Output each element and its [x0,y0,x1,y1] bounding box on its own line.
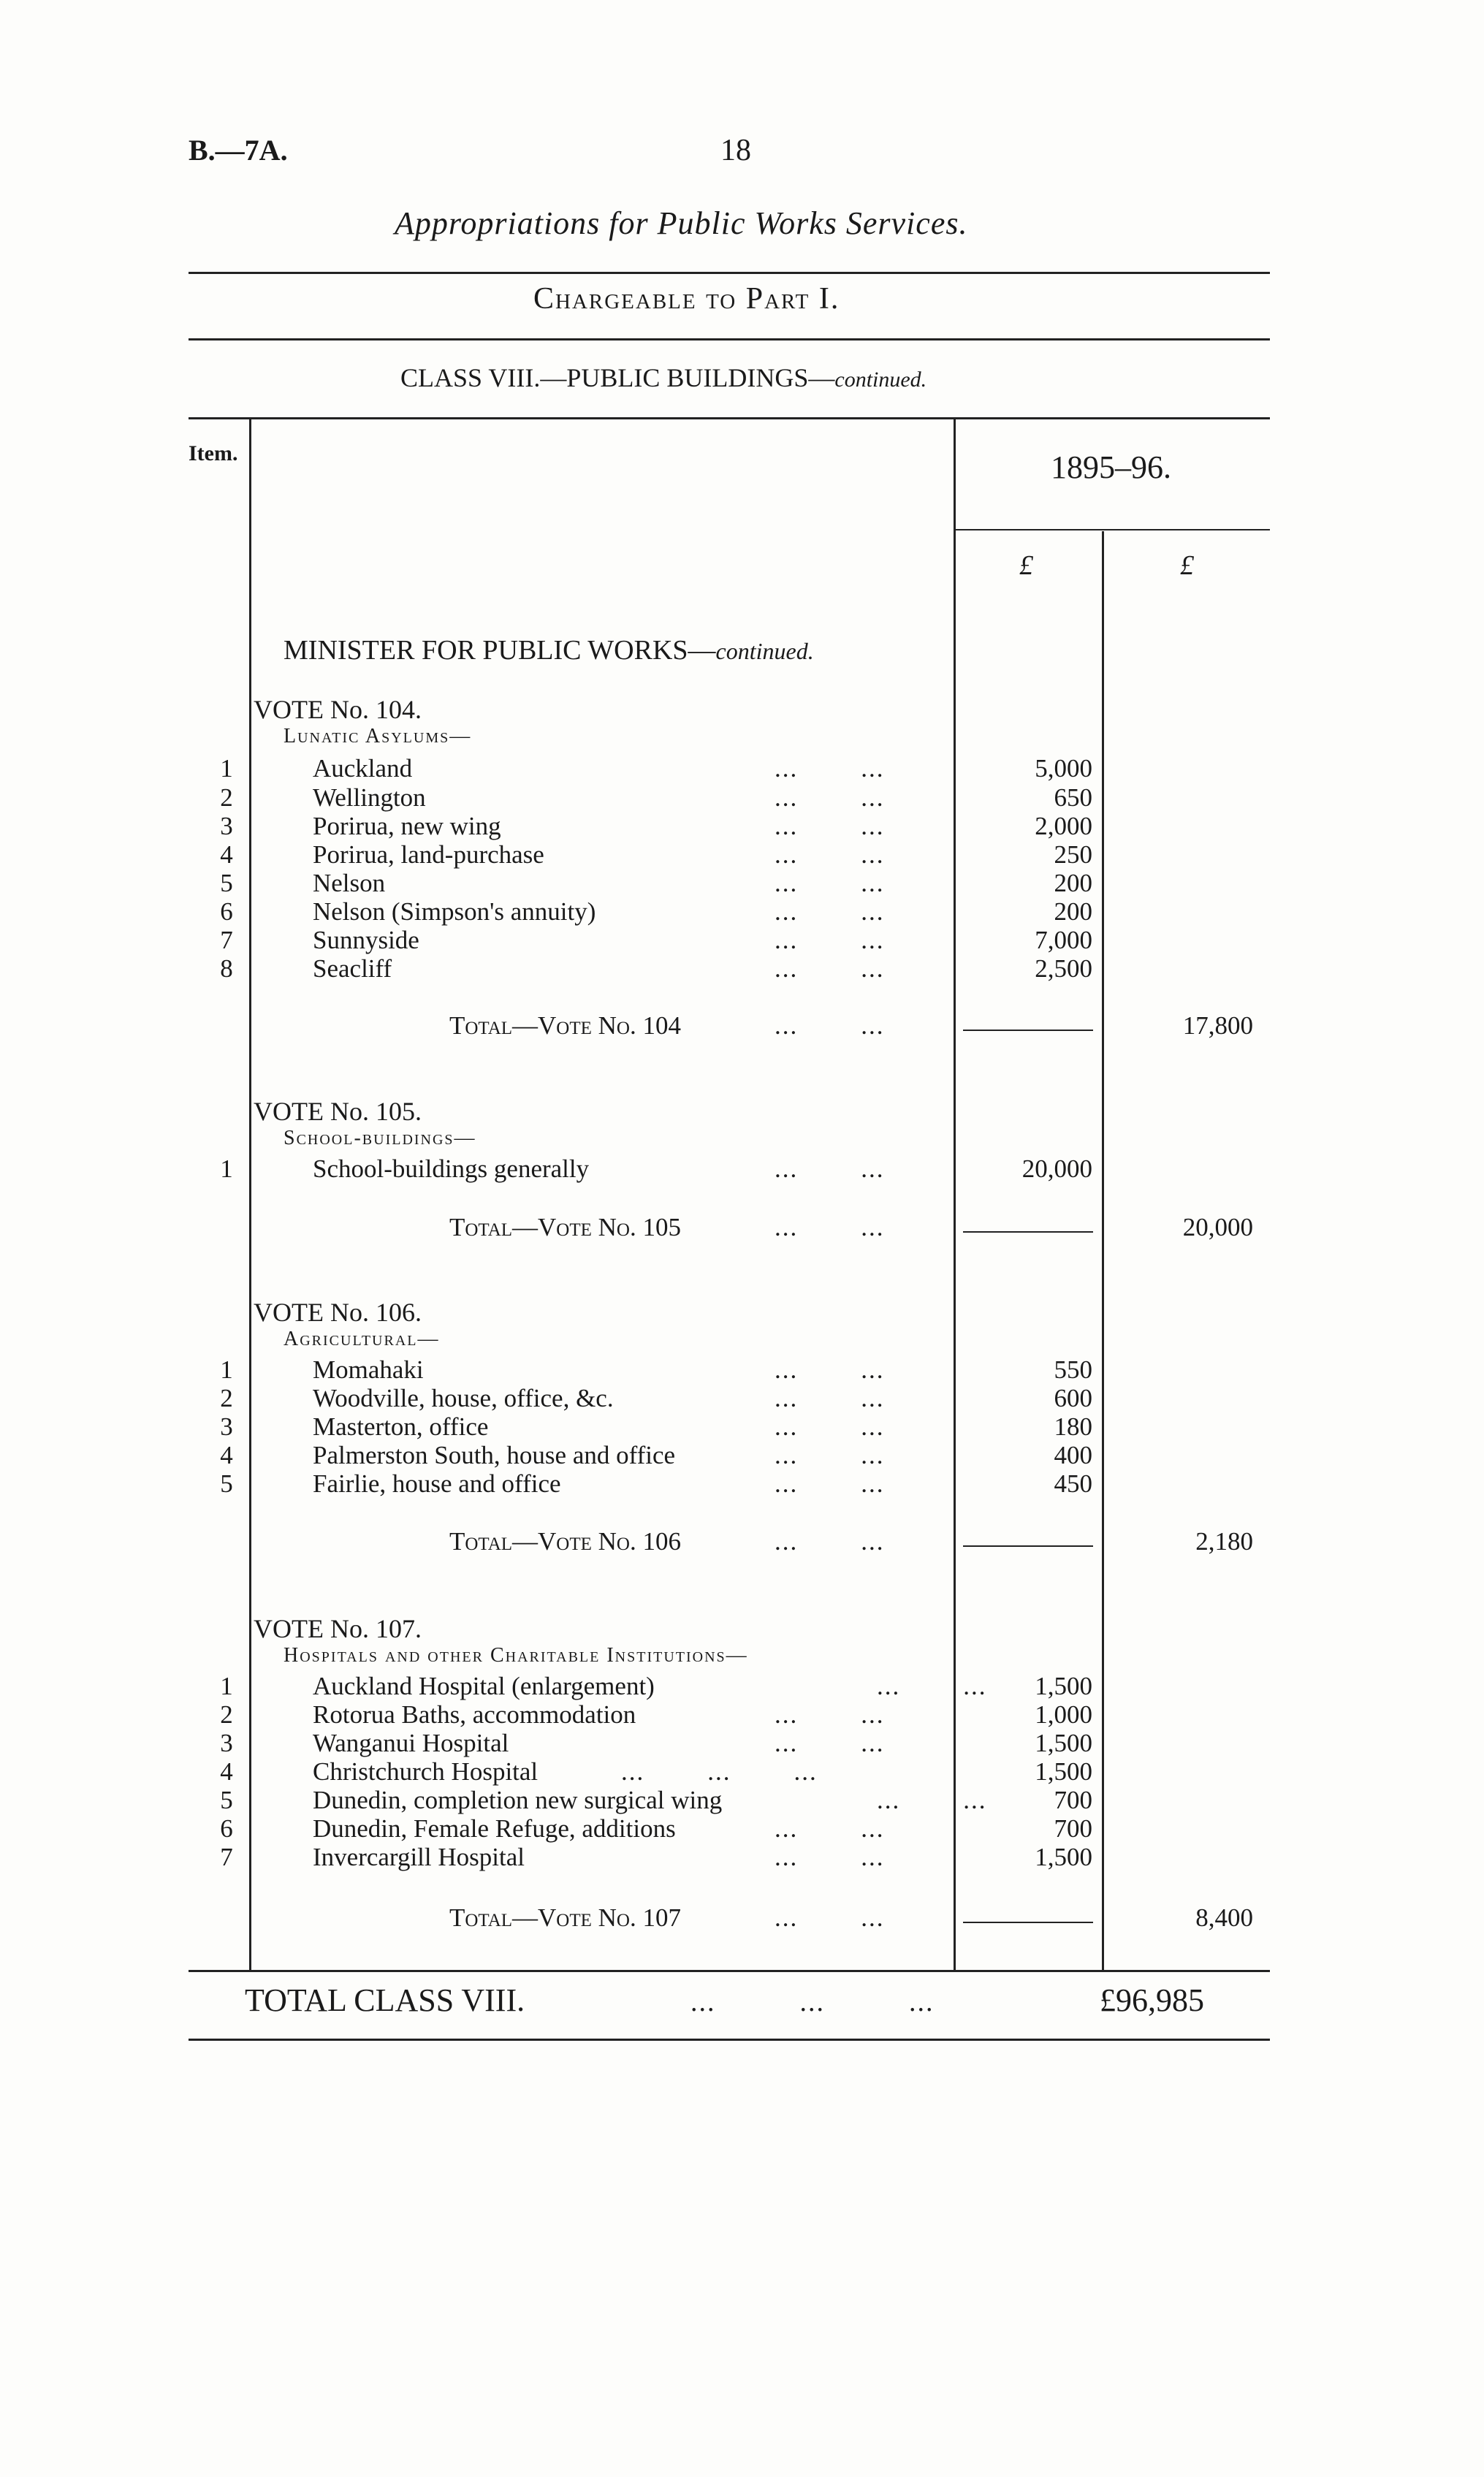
item-amount: 650 [1054,783,1092,812]
item-label: Christchurch Hospital [313,1757,539,1786]
item-number: 3 [220,1729,233,1757]
leader-dots: ... ... [775,897,885,926]
leader-dots: ... ... [775,1729,885,1757]
item-number: 2 [220,1700,233,1729]
item-column-header: Item. [189,441,238,465]
item-amount: 400 [1054,1441,1092,1469]
leader-dots: ... ... [775,754,885,783]
item-label: Wellington [313,783,426,812]
item-number: 3 [220,812,233,840]
vote-heading: VOTE No. 105. [254,1097,422,1126]
page-title: Appropriations for Public Works Services. [395,205,968,241]
leader-dots: ... ... [775,1384,885,1412]
item-number: 4 [220,1441,233,1469]
item-amount: 1,500 [1035,1757,1092,1786]
rule-chargeable [189,338,1270,340]
item-number: 7 [220,1843,233,1871]
rule-amount-column [954,419,956,1970]
item-label: Wanganui Hospital [313,1729,509,1757]
item-number: 5 [220,1469,233,1498]
item-number: 3 [220,1412,233,1441]
leader-dots: ... ... [775,840,885,869]
leader-dots: ... ... [775,1700,885,1729]
grand-total-label: TOTAL CLASS VIII. [245,1982,525,2018]
item-label: Sunnyside [313,926,419,954]
item-amount: 7,000 [1035,926,1092,954]
item-amount: 5,000 [1035,754,1092,783]
item-number: 1 [220,1154,233,1183]
leader-dots: ... ... [775,926,885,954]
vote-total-amount: 2,180 [1195,1527,1253,1556]
leader-dots: ... ... [775,1903,885,1932]
class-heading [400,362,926,393]
leader-dots: ... ... [775,1843,885,1871]
minister-continued: continued. [715,638,814,664]
vote-total-label: Total—Vote No. 106 [449,1527,681,1556]
item-amount: 700 [1054,1814,1092,1843]
leader-dots: ... ... ... [621,1757,818,1786]
rule-top [189,272,1270,274]
subtotal-rule [963,1922,1093,1923]
grand-total-dots: ... ... ... [690,1987,935,2017]
rule-grand-total-bottom [189,2039,1270,2041]
leader-dots: ... ... [775,1441,885,1469]
item-number: 7 [220,926,233,954]
leader-dots: ... ... [775,1355,885,1384]
vote-subheading: Lunatic Asylums— [284,725,472,747]
item-label: Woodville, house, office, &c. [313,1384,614,1412]
item-number: 1 [220,1672,233,1700]
item-number: 1 [220,1355,233,1384]
leader-dots: ... ... [775,1527,885,1556]
item-amount: 200 [1054,897,1092,926]
item-number: 4 [220,840,233,869]
vote-heading: VOTE No. 106. [254,1298,422,1327]
leader-dots: ... ... [877,1786,987,1814]
vote-subheading: Hospitals and other Charitable Institutions— [284,1644,748,1667]
item-label: School-buildings generally [313,1154,590,1183]
item-number: 6 [220,1814,233,1843]
page-number: 18 [720,134,751,167]
item-amount: 2,000 [1035,812,1092,840]
leader-dots: ... ... [775,954,885,983]
item-label: Rotorua Baths, accommodation [313,1700,636,1729]
item-label: Momahaki [313,1355,424,1384]
item-amount: 600 [1054,1384,1092,1412]
item-label: Porirua, land-purchase [313,840,544,869]
document-ref: B.—7A. [189,134,288,167]
leader-dots: ... ... [775,1814,885,1843]
item-amount: 450 [1054,1469,1092,1498]
item-label: Invercargill Hospital [313,1843,525,1871]
item-amount: 1,500 [1035,1729,1092,1757]
vote-total-amount: 17,800 [1182,1011,1253,1040]
leader-dots: ... ... [775,1011,885,1040]
leader-dots: ... ... [775,1154,885,1183]
rule-item-column [249,419,251,1970]
item-amount: 550 [1054,1355,1092,1384]
vote-heading: VOTE No. 104. [254,695,422,724]
item-amount: 700 [1054,1786,1092,1814]
year-header: 1895–96. [1051,449,1171,485]
item-amount: 2,500 [1035,954,1092,983]
leader-dots: ... ... [775,1213,885,1241]
grand-total-value: £96,985 [1100,1982,1204,2018]
vote-total-amount: 20,000 [1182,1213,1253,1241]
leader-dots: ... ... [877,1672,987,1700]
leader-dots: ... ... [775,1412,885,1441]
item-amount: 1,500 [1035,1672,1092,1700]
item-label: Palmerston South, house and office [313,1441,676,1469]
leader-dots: ... ... [775,812,885,840]
item-label: Dunedin, Female Refuge, additions [313,1814,676,1843]
item-label: Nelson [313,869,386,897]
item-number: 1 [220,754,233,783]
item-amount: 1,500 [1035,1843,1092,1871]
item-label: Porirua, new wing [313,812,501,840]
item-label: Nelson (Simpson's annuity) [313,897,596,926]
item-amount: 180 [1054,1412,1092,1441]
subtotal-rule [963,1030,1093,1031]
item-number: 4 [220,1757,233,1786]
item-number: 6 [220,897,233,926]
vote-subheading: Agricultural— [284,1328,440,1350]
rule-year [955,529,1270,530]
item-amount: 250 [1054,840,1092,869]
item-amount: 20,000 [1021,1154,1092,1183]
item-amount: 1,000 [1035,1700,1092,1729]
class-title: CLASS VIII.—PUBLIC BUILDINGS— [400,363,835,392]
pound-sign-col2: £ [1180,550,1194,581]
item-number: 5 [220,869,233,897]
item-number: 5 [220,1786,233,1814]
item-amount: 200 [1054,869,1092,897]
item-number: 2 [220,783,233,812]
vote-subheading: School-buildings— [284,1127,476,1149]
rule-class [189,417,1270,419]
class-continued: continued. [834,368,927,392]
item-number: 2 [220,1384,233,1412]
rule-total-column [1102,531,1104,1970]
item-label: Auckland Hospital (enlargement) [313,1672,655,1700]
minister-title: MINISTER FOR PUBLIC WORKS— [284,635,716,666]
subtotal-rule [963,1545,1093,1547]
vote-total-amount: 8,400 [1195,1903,1253,1932]
leader-dots: ... ... [775,869,885,897]
leader-dots: ... ... [775,783,885,812]
leader-dots: ... ... [775,1469,885,1498]
item-label: Masterton, office [313,1412,489,1441]
item-label: Dunedin, completion new surgical wing [313,1786,723,1814]
vote-total-label: Total—Vote No. 104 [449,1011,681,1040]
pound-sign-col1: £ [1019,550,1033,581]
item-number: 8 [220,954,233,983]
vote-total-label: Total—Vote No. 105 [449,1213,681,1241]
item-label: Fairlie, house and office [313,1469,561,1498]
chargeable-heading: Chargeable to Part I. [533,282,840,316]
minister-heading [284,634,814,666]
vote-total-label: Total—Vote No. 107 [449,1903,681,1932]
item-label: Auckland [313,754,413,783]
item-label: Seacliff [313,954,392,983]
subtotal-rule [963,1231,1093,1233]
rule-grand-total-top [189,1970,1270,1972]
vote-heading: VOTE No. 107. [254,1614,422,1643]
